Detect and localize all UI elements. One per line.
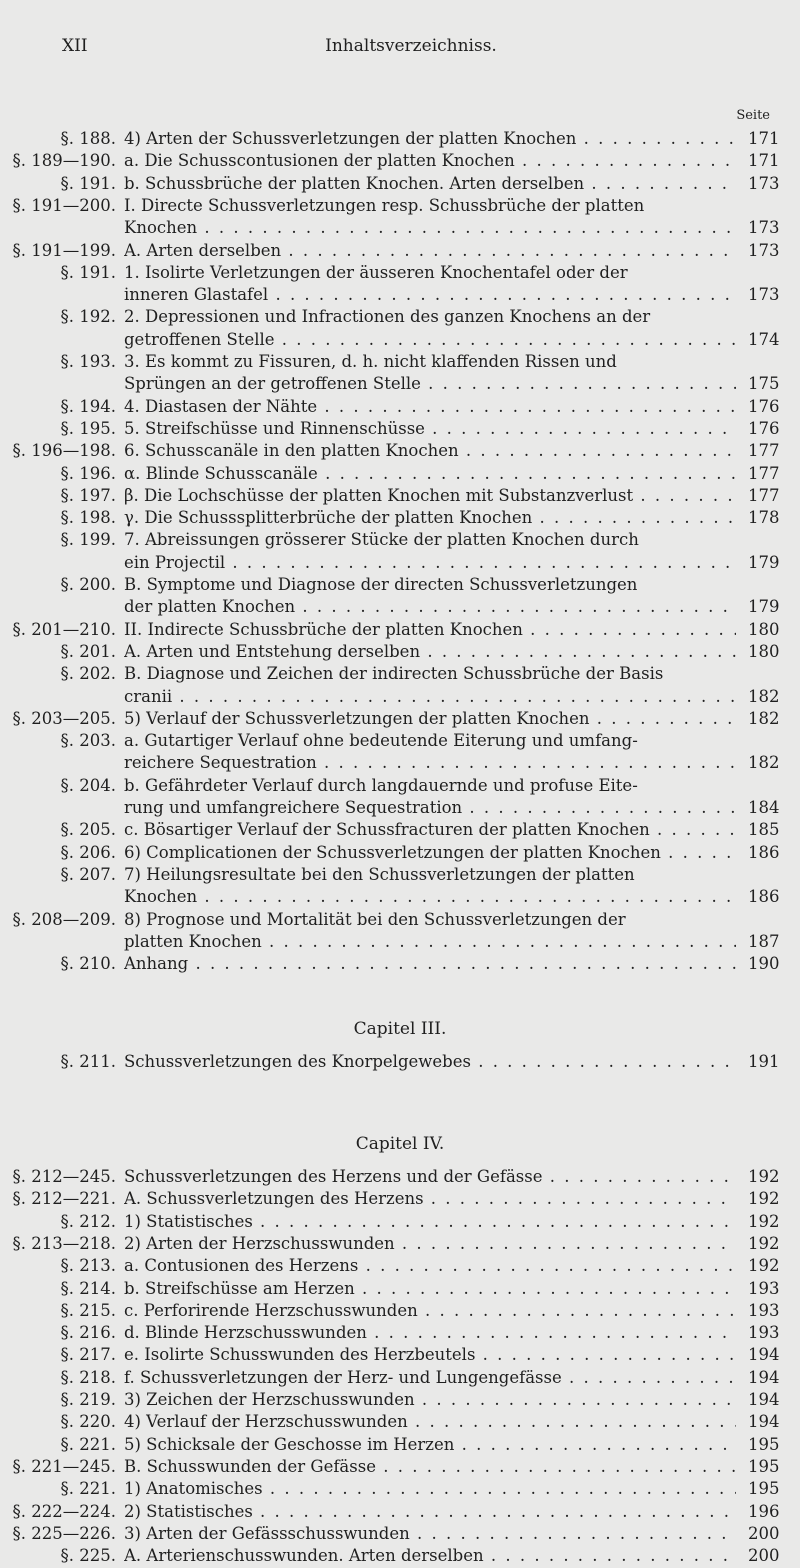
toc-entry-line [0,1232,800,1256]
section-number: §. 211. [60,1052,116,1071]
entry-title: 3. Es kommt zu Fissuren, d. h. nicht klaffenden Rissen und [124,352,617,371]
entry-title: c. Perforirende Herzschusswunden . . . [124,1299,736,1323]
toc-entry-line [0,1522,800,1546]
toc-entry-line [0,1343,800,1367]
page-reference: 177 [748,439,786,463]
page-reference: 200 [748,1522,786,1546]
toc-entry-line [0,417,800,441]
page-reference: 196 [748,1500,786,1524]
toc-entry-line [0,1277,800,1301]
page-reference: 186 [748,841,786,865]
section-number: §. 204. [60,775,116,795]
page-reference: 173 [748,283,786,307]
section-number: §. 199. [60,530,116,550]
entry-title: Sprüngen an der getroffenen Stelle . . . [124,372,736,396]
entry-title: Knochen . . . [124,216,736,240]
entry-title: ein Projectil . . . [124,551,736,575]
section-number: §. 192. [60,307,116,327]
page-reference: 177 [748,462,786,486]
toc-entry-line [0,1477,800,1501]
entry-title: A. Arten und Entstehung derselben . . . [124,640,736,664]
entry-title: 4) Arten der Schussverletzungen der platten Knochen . . . [124,127,736,151]
page-reference: 186 [748,885,786,909]
toc-entry-line [0,305,800,329]
toc-entry-line [0,1187,800,1211]
section-number: §. 218. [60,1367,116,1387]
entry-title: 3) Zeichen der Herzschusswunden . . . [124,1388,736,1412]
page-reference: 184 [748,796,786,820]
entry-title: γ. Die Schusssplitterbrüche der platten Knochen . . . [124,506,736,530]
toc-entry-line [0,573,800,597]
page-reference: 177 [748,484,786,508]
page-reference: 182 [748,707,786,731]
toc-entry-line [0,328,800,352]
chapter-heading-3: Capitel III. [353,1019,447,1039]
entry-title: d. Blinde Herzschusswunden . . . [124,1321,736,1345]
toc-entry-line [0,796,800,820]
page-reference: 193 [748,1299,786,1323]
page-reference: 171 [748,127,786,151]
entry-title: 7) Heilungsresultate bei den Schussverletzungen der platten [124,864,635,884]
section-number: §. 212—221. [12,1189,116,1209]
entry-title: e. Isolirte Schusswunden des Herzbeutels . . . [124,1343,736,1367]
toc-entry-line [0,685,800,709]
entry-title: α. Blinde Schusscanäle . . . [124,462,736,486]
toc-entry-line [0,1366,800,1390]
entry-title: 3) Arten der Gefässschusswunden . . . [124,1522,736,1546]
running-title: Inhaltsverzeichniss. [325,36,497,56]
toc-entry-line [0,350,800,374]
section-number: §. 206. [60,842,116,862]
page-reference: 193 [748,1321,786,1345]
page-reference: 180 [748,640,786,664]
toc-entry-line [0,1544,800,1568]
toc-entry-line [0,261,800,285]
entry-title: 5) Schicksale der Geschosse im Herzen . . . [124,1433,736,1457]
section-number: §. 220. [60,1412,116,1432]
page-reference: 195 [748,1455,786,1479]
section-number: §. 213—218. [12,1233,116,1253]
page-reference: 190 [748,952,786,976]
section-number: §. 210. [60,954,116,974]
page-reference: 180 [748,618,786,642]
page-reference: 173 [748,239,786,263]
entry-title: 4) Verlauf der Herzschusswunden . . . [124,1410,736,1434]
entry-title: c. Bösartiger Verlauf der Schussfracturen der platten Knochen . . . [124,818,736,842]
entry-title: 2) Arten der Herzschusswunden . . . [124,1232,736,1256]
toc-entry-line [0,506,800,530]
toc-entry-line [0,172,800,196]
section-number: §. 191—200. [12,195,116,215]
section-number: §. 216. [60,1323,116,1343]
toc-entry-line [0,774,800,798]
toc-entry-line [0,818,800,842]
toc-entry-line [0,1050,800,1074]
toc-entry-line [0,863,800,887]
page-reference: 179 [748,551,786,575]
page-reference: 195 [748,1433,786,1457]
toc-entry-line [0,127,800,151]
toc-entry-line [0,239,800,263]
entry-title: A. Arten derselben . . . [124,239,736,263]
section-number: §. 213. [60,1256,116,1276]
section-number: §. 200. [60,575,116,594]
entry-title: reichere Sequestration . . . [124,751,736,775]
page-reference: 176 [748,395,786,419]
toc-entry-line [0,908,800,932]
page-reference: 200 [748,1544,786,1568]
page-reference: 195 [748,1477,786,1501]
page-reference: 174 [748,328,786,352]
section-number: §. 196. [60,463,116,483]
page-reference: 187 [748,930,786,954]
section-number: §. 191. [60,173,116,193]
toc-entry-line [0,216,800,240]
toc-entry-line [0,194,800,218]
toc-entry-line [0,1254,800,1278]
page-reference: 194 [748,1343,786,1367]
page-reference: 194 [748,1388,786,1412]
entry-title: f. Schussverletzungen der Herz- und Lungengefässe . . . [124,1366,736,1390]
entry-title: a. Gutartiger Verlauf ohne bedeutende Eiterung und umfang- [124,731,638,751]
section-number: §. 191. [60,262,116,282]
seite-column-label: Seite [736,108,770,123]
page-reference: 194 [748,1366,786,1390]
toc-entry-line [0,1299,800,1323]
chapter-heading-4: Capitel IV. [355,1134,445,1154]
entry-title: Knochen . . . [124,885,736,909]
entry-title: 8) Prognose und Mortalität bei den Schussverletzungen der [124,909,626,929]
entry-title: A. Schussverletzungen des Herzens . . . [124,1187,736,1211]
page-reference: 182 [748,685,786,709]
page-reference: 175 [748,372,786,396]
entry-title: Schussverletzungen des Knorpelgewebes . . . [124,1050,736,1074]
toc-entry-line [0,707,800,731]
toc-entry-line [0,283,800,307]
section-number: §. 225—226. [12,1523,116,1543]
page-number: XII [62,36,88,56]
section-number: §. 202. [60,664,116,684]
entry-title: 2. Depressionen und Infractionen des ganzen Knochens an der [124,307,651,327]
page-reference: 179 [748,595,786,619]
entry-title: b. Streifschüsse am Herzen . . . [124,1277,736,1301]
entry-title: 7. Abreissungen grösserer Stücke der platten Knochen durch [124,530,639,550]
toc-entry-line [0,930,800,954]
entry-title: 6. Schusscanäle in den platten Knochen . . . [124,439,736,463]
toc-entry-line [0,595,800,619]
toc-entry-line [0,1321,800,1345]
entry-title: Schussverletzungen des Herzens und der Gefässe . . . [124,1165,736,1189]
entry-title: 1. Isolirte Verletzungen der äusseren Knochentafel oder der [124,262,628,282]
toc-entry-line [0,1388,800,1412]
page-reference: 176 [748,417,786,441]
section-number: §. 219. [60,1390,116,1409]
toc-entry-line [0,149,800,173]
entry-title: 1) Statistisches . . . [124,1210,736,1234]
entry-title: inneren Glastafel . . . [124,283,736,307]
toc-entry-line [0,952,800,976]
entry-title: 5. Streifschüsse und Rinnenschüsse . . . [124,417,736,441]
section-number: §. 193. [60,352,116,371]
section-number: §. 197. [60,485,116,505]
entry-title: B. Diagnose und Zeichen der indirecten Schussbrüche der Basis [124,664,664,684]
section-number: §. 198. [60,508,116,528]
section-number: §. 221. [60,1434,116,1454]
entry-title: II. Indirecte Schussbrüche der platten Knochen . . . [124,618,736,642]
section-number: §. 221. [60,1479,116,1499]
entry-title: B. Symptome und Diagnose der directen Schussverletzungen [124,575,638,594]
section-number: §. 214. [60,1278,116,1298]
section-number: §. 205. [60,820,116,840]
page-reference: 192 [748,1232,786,1256]
toc-entry-line [0,1455,800,1479]
page-reference: 194 [748,1410,786,1434]
section-number: §. 201. [60,641,116,661]
toc-entry-line [0,1210,800,1234]
entry-title: A. Arterienschusswunden. Arten derselben . . . [124,1544,736,1568]
section-number: §. 225. [60,1546,116,1566]
page-reference: 192 [748,1165,786,1189]
section-number: §. 189—190. [12,151,116,171]
section-number: §. 203—205. [12,708,116,728]
entry-title: b. Gefährdeter Verlauf durch langdauernde und profuse Eite- [124,775,638,795]
page-reference: 178 [748,506,786,530]
entry-title: getroffenen Stelle . . . [124,328,736,352]
page-reference: 192 [748,1187,786,1211]
section-number: §. 212. [60,1211,116,1231]
page-header [62,36,760,62]
section-number: §. 221—245. [12,1456,116,1476]
page-reference: 173 [748,216,786,240]
section-number: §. 194. [60,396,116,416]
entry-title: 4. Diastasen der Nähte . . . [124,395,736,419]
section-number: §. 201—210. [12,619,116,639]
section-number: §. 196—198. [12,441,116,461]
section-number: §. 191—199. [12,240,116,260]
entry-title: 2) Statistisches . . . [124,1500,736,1524]
toc-entry-line [0,618,800,642]
section-number: §. 208—209. [12,909,116,929]
entry-title: B. Schusswunden der Gefässe . . . [124,1455,736,1479]
toc-entry-line [0,1165,800,1189]
section-number: §. 195. [60,418,116,438]
toc-entry-line [0,484,800,508]
section-number: §. 215. [60,1300,116,1320]
entry-title: der platten Knochen . . . [124,595,736,619]
page-reference: 191 [748,1050,786,1074]
section-number: §. 207. [60,864,116,884]
entry-title: b. Schussbrüche der platten Knochen. Arten derselben . . . [124,172,736,196]
toc-entry-line [0,1500,800,1524]
toc-entry-line [0,662,800,686]
entry-title: Anhang . . . [124,952,736,976]
toc-entry-line [0,528,800,552]
page-reference: 185 [748,818,786,842]
toc-entry-line [0,439,800,463]
entry-title: 5) Verlauf der Schussverletzungen der platten Knochen . . . [124,707,736,731]
page-reference: 171 [748,149,786,173]
toc-entry-line [0,1410,800,1434]
entry-title: 6) Complicationen der Schussverletzungen der platten Knochen . . . [124,841,736,865]
page-reference: 192 [748,1254,786,1278]
page-reference: 182 [748,751,786,775]
toc-entry-line [0,841,800,865]
entry-title: rung und umfangreichere Sequestration . . . [124,796,736,820]
page-reference: 173 [748,172,786,196]
page-reference: 192 [748,1210,786,1234]
entry-title: I. Directe Schussverletzungen resp. Schussbrüche der platten [124,195,645,215]
toc-entry-line [0,729,800,753]
toc-entry-line [0,1433,800,1457]
toc-entry-line [0,551,800,575]
toc-entry-line [0,372,800,396]
toc-entry-line [0,640,800,664]
page-reference: 193 [748,1277,786,1301]
section-number: §. 217. [60,1345,116,1365]
toc-entry-line [0,395,800,419]
section-number: §. 212—245. [12,1167,116,1186]
entry-title: cranii . . . [124,685,736,709]
section-number: §. 222—224. [12,1501,116,1521]
toc-entry-line [0,751,800,775]
toc-entry-line [0,885,800,909]
entry-title: a. Contusionen des Herzens . . . [124,1254,736,1278]
section-number: §. 203. [60,731,116,751]
entry-title: β. Die Lochschüsse der platten Knochen mit Substanzverlust . . . [124,484,736,508]
entry-title: 1) Anatomisches . . . [124,1477,736,1501]
section-number: §. 188. [60,129,116,148]
toc-entry-line [0,462,800,486]
entry-title: platten Knochen . . . [124,930,736,954]
entry-title: a. Die Schusscontusionen der platten Knochen . . . [124,149,736,173]
